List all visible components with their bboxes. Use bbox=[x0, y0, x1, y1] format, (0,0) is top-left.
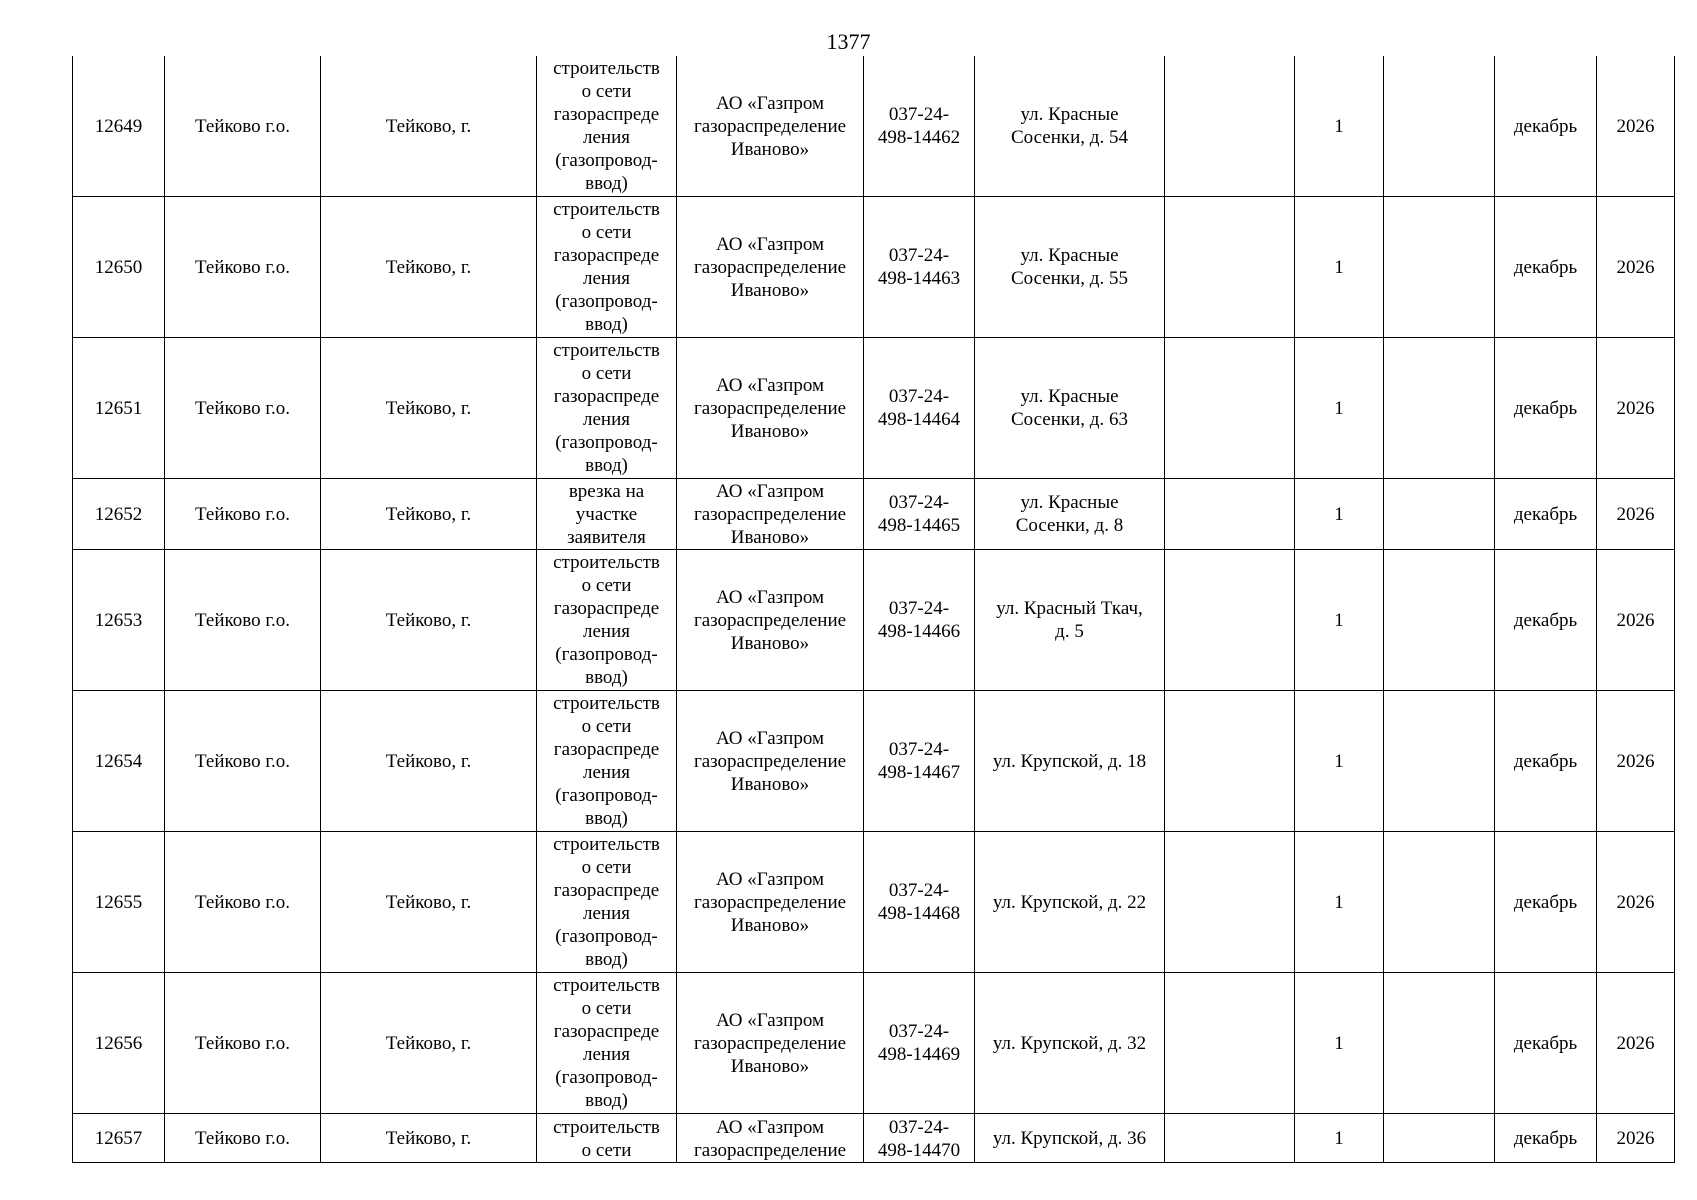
work-type-cell: строительств о сети газораспреде ления (газопровод- ввод) bbox=[537, 338, 677, 479]
quantity-cell: 1 bbox=[1295, 973, 1384, 1114]
work-type-cell: строительств о сети bbox=[537, 1114, 677, 1163]
month-cell: декабрь bbox=[1495, 338, 1597, 479]
district-cell: Тейково г.о. bbox=[165, 56, 321, 197]
application-code-cell: 037-24- 498-14470 bbox=[864, 1114, 975, 1163]
work-type-cell: строительств о сети газораспреде ления (газопровод- ввод) bbox=[537, 691, 677, 832]
month-cell: декабрь bbox=[1495, 691, 1597, 832]
year-cell: 2026 bbox=[1597, 338, 1675, 479]
organization-cell: АО «Газпром газораспределение Иваново» bbox=[677, 338, 864, 479]
district-cell: Тейково г.о. bbox=[165, 338, 321, 479]
address-cell: ул. Крупской, д. 36 bbox=[975, 1114, 1165, 1163]
address-cell: ул. Красные Сосенки, д. 8 bbox=[975, 479, 1165, 550]
empty-cell bbox=[1165, 1114, 1295, 1163]
table-row bbox=[73, 197, 1675, 338]
quantity-cell: 1 bbox=[1295, 691, 1384, 832]
locality-cell: Тейково, г. bbox=[321, 832, 537, 973]
row-id: 12654 bbox=[73, 691, 165, 832]
application-code-cell: 037-24- 498-14465 bbox=[864, 479, 975, 550]
district-cell: Тейково г.о. bbox=[165, 973, 321, 1114]
organization-cell: АО «Газпром газораспределение Иваново» bbox=[677, 832, 864, 973]
empty-cell bbox=[1384, 197, 1495, 338]
quantity-cell: 1 bbox=[1295, 197, 1384, 338]
organization-cell: АО «Газпром газораспределение Иваново» bbox=[677, 56, 864, 197]
row-id: 12649 bbox=[73, 56, 165, 197]
table-row bbox=[73, 550, 1675, 691]
work-type-cell: врезка на участке заявителя bbox=[537, 479, 677, 550]
table-row bbox=[73, 691, 1675, 832]
empty-cell bbox=[1165, 832, 1295, 973]
month-cell: декабрь bbox=[1495, 550, 1597, 691]
address-cell: ул. Красные Сосенки, д. 55 bbox=[975, 197, 1165, 338]
quantity-cell: 1 bbox=[1295, 56, 1384, 197]
year-cell: 2026 bbox=[1597, 973, 1675, 1114]
locality-cell: Тейково, г. bbox=[321, 338, 537, 479]
locality-cell: Тейково, г. bbox=[321, 1114, 537, 1163]
empty-cell bbox=[1384, 691, 1495, 832]
work-type-cell: строительств о сети газораспреде ления (газопровод- ввод) bbox=[537, 550, 677, 691]
month-cell: декабрь bbox=[1495, 56, 1597, 197]
empty-cell bbox=[1165, 197, 1295, 338]
month-cell: декабрь bbox=[1495, 973, 1597, 1114]
address-cell: ул. Красные Сосенки, д. 54 bbox=[975, 56, 1165, 197]
year-cell: 2026 bbox=[1597, 56, 1675, 197]
row-id: 12656 bbox=[73, 973, 165, 1114]
table-row bbox=[73, 832, 1675, 973]
empty-cell bbox=[1384, 1114, 1495, 1163]
quantity-cell: 1 bbox=[1295, 338, 1384, 479]
row-id: 12655 bbox=[73, 832, 165, 973]
work-type-cell: строительств о сети газораспреде ления (газопровод- ввод) bbox=[537, 973, 677, 1114]
organization-cell: АО «Газпром газораспределение Иваново» bbox=[677, 691, 864, 832]
empty-cell bbox=[1384, 479, 1495, 550]
empty-cell bbox=[1384, 56, 1495, 197]
district-cell: Тейково г.о. bbox=[165, 1114, 321, 1163]
empty-cell bbox=[1384, 338, 1495, 479]
empty-cell bbox=[1165, 973, 1295, 1114]
year-cell: 2026 bbox=[1597, 479, 1675, 550]
empty-cell bbox=[1165, 479, 1295, 550]
district-cell: Тейково г.о. bbox=[165, 197, 321, 338]
address-cell: ул. Красный Ткач, д. 5 bbox=[975, 550, 1165, 691]
organization-cell: АО «Газпром газораспределение Иваново» bbox=[677, 197, 864, 338]
row-id: 12651 bbox=[73, 338, 165, 479]
empty-cell bbox=[1384, 832, 1495, 973]
table-row bbox=[73, 479, 1675, 550]
district-cell: Тейково г.о. bbox=[165, 691, 321, 832]
empty-cell bbox=[1165, 550, 1295, 691]
year-cell: 2026 bbox=[1597, 197, 1675, 338]
quantity-cell: 1 bbox=[1295, 550, 1384, 691]
address-cell: ул. Крупской, д. 18 bbox=[975, 691, 1165, 832]
row-id: 12653 bbox=[73, 550, 165, 691]
locality-cell: Тейково, г. bbox=[321, 197, 537, 338]
address-cell: ул. Крупской, д. 32 bbox=[975, 973, 1165, 1114]
district-cell: Тейково г.о. bbox=[165, 832, 321, 973]
address-cell: ул. Крупской, д. 22 bbox=[975, 832, 1165, 973]
locality-cell: Тейково, г. bbox=[321, 691, 537, 832]
quantity-cell: 1 bbox=[1295, 832, 1384, 973]
year-cell: 2026 bbox=[1597, 832, 1675, 973]
locality-cell: Тейково, г. bbox=[321, 56, 537, 197]
application-code-cell: 037-24- 498-14468 bbox=[864, 832, 975, 973]
application-code-cell: 037-24- 498-14463 bbox=[864, 197, 975, 338]
row-id: 12652 bbox=[73, 479, 165, 550]
application-code-cell: 037-24- 498-14469 bbox=[864, 973, 975, 1114]
empty-cell bbox=[1165, 56, 1295, 197]
locality-cell: Тейково, г. bbox=[321, 479, 537, 550]
table-row bbox=[73, 1114, 1675, 1163]
application-code-cell: 037-24- 498-14466 bbox=[864, 550, 975, 691]
application-code-cell: 037-24- 498-14464 bbox=[864, 338, 975, 479]
locality-cell: Тейково, г. bbox=[321, 550, 537, 691]
locality-cell: Тейково, г. bbox=[321, 973, 537, 1114]
empty-cell bbox=[1384, 973, 1495, 1114]
address-cell: ул. Красные Сосенки, д. 63 bbox=[975, 338, 1165, 479]
application-code-cell: 037-24- 498-14462 bbox=[864, 56, 975, 197]
table-row bbox=[73, 338, 1675, 479]
year-cell: 2026 bbox=[1597, 691, 1675, 832]
work-type-cell: строительств о сети газораспреде ления (газопровод- ввод) bbox=[537, 56, 677, 197]
work-type-cell: строительств о сети газораспреде ления (газопровод- ввод) bbox=[537, 197, 677, 338]
table-row bbox=[73, 973, 1675, 1114]
year-cell: 2026 bbox=[1597, 1114, 1675, 1163]
district-cell: Тейково г.о. bbox=[165, 479, 321, 550]
organization-cell: АО «Газпром газораспределение Иваново» bbox=[677, 550, 864, 691]
empty-cell bbox=[1165, 338, 1295, 479]
table-row bbox=[73, 56, 1675, 197]
empty-cell bbox=[1384, 550, 1495, 691]
quantity-cell: 1 bbox=[1295, 1114, 1384, 1163]
month-cell: декабрь bbox=[1495, 197, 1597, 338]
page-number: 1377 bbox=[826, 29, 871, 54]
work-type-cell: строительств о сети газораспреде ления (газопровод- ввод) bbox=[537, 832, 677, 973]
organization-cell: АО «Газпром газораспределение Иваново» bbox=[677, 479, 864, 550]
organization-cell: АО «Газпром газораспределение Иваново» bbox=[677, 973, 864, 1114]
row-id: 12657 bbox=[73, 1114, 165, 1163]
row-id: 12650 bbox=[73, 197, 165, 338]
empty-cell bbox=[1165, 691, 1295, 832]
month-cell: декабрь bbox=[1495, 1114, 1597, 1163]
organization-cell: АО «Газпром газораспределение bbox=[677, 1114, 864, 1163]
month-cell: декабрь bbox=[1495, 832, 1597, 973]
application-code-cell: 037-24- 498-14467 bbox=[864, 691, 975, 832]
district-cell: Тейково г.о. bbox=[165, 550, 321, 691]
quantity-cell: 1 bbox=[1295, 479, 1384, 550]
month-cell: декабрь bbox=[1495, 479, 1597, 550]
registry-table bbox=[72, 56, 1675, 1163]
year-cell: 2026 bbox=[1597, 550, 1675, 691]
